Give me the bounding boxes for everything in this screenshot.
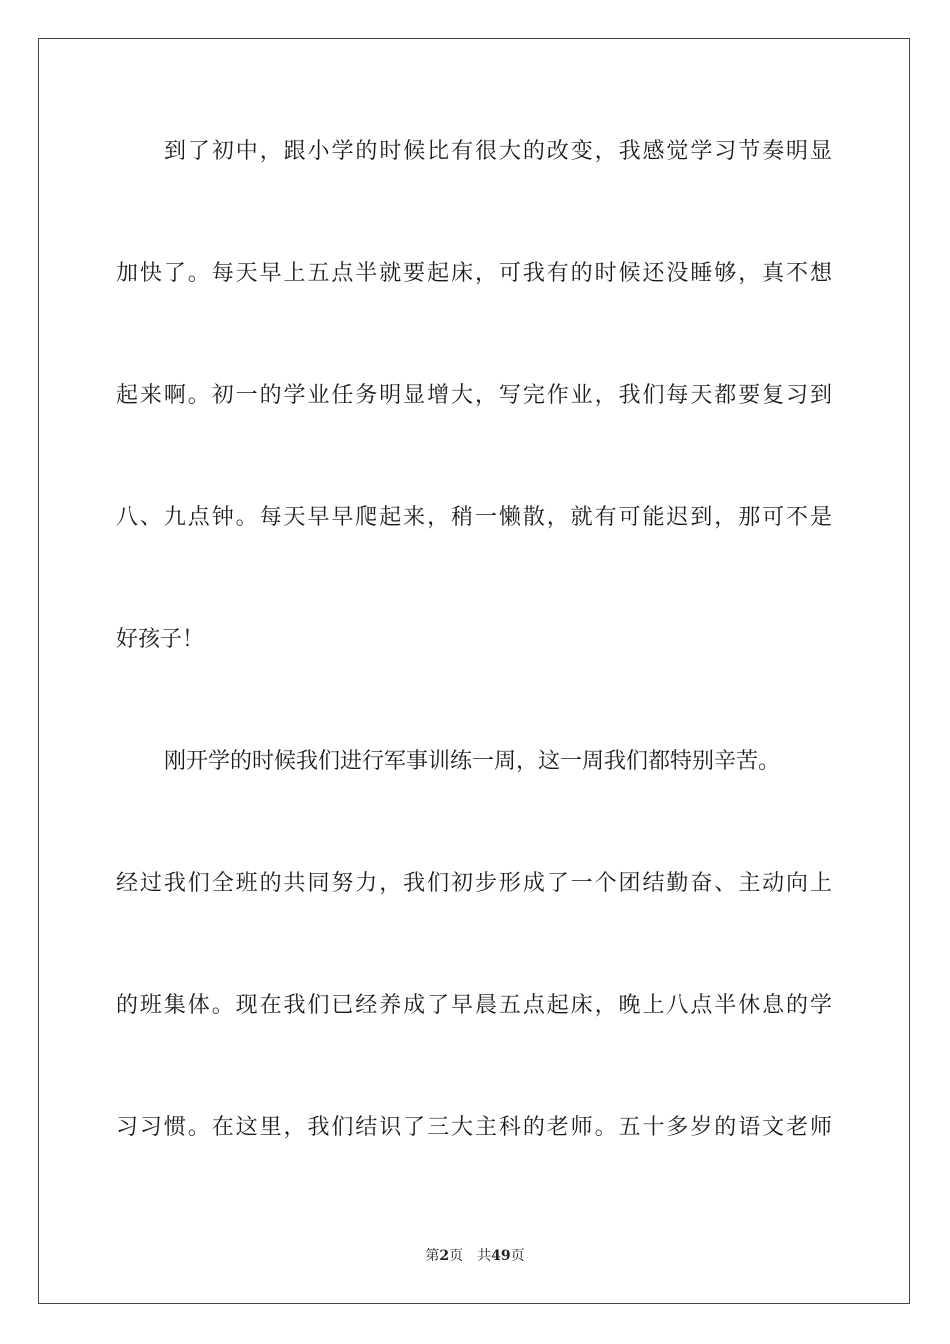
page-footer [0, 1247, 950, 1265]
page-suffix: 页 [449, 1248, 464, 1264]
paragraph-line: 八、九点钟。每天早早爬起来，稍一懒散，就有可能迟到，那可不是 [116, 505, 832, 530]
page-number: 2 [439, 1248, 450, 1264]
paragraph-line: 起来啊。初一的学业任务明显增大，写完作业，我们每天都要复习到 [116, 383, 832, 408]
paragraph-line: 到了初中，跟小学的时候比有很大的改变，我感觉学习节奏明显 [164, 139, 832, 164]
total-pages: 49 [491, 1248, 511, 1264]
paragraph-line: 加快了。每天早上五点半就要起床，可我有的时候还没睡够，真不想 [116, 261, 832, 286]
paragraph-line: 的班集体。现在我们已经养成了早晨五点起床，晚上八点半休息的学 [116, 993, 832, 1018]
paragraph-line: 习习惯。在这里，我们结识了三大主科的老师。五十多岁的语文老师 [116, 1115, 832, 1140]
total-prefix: 共 [477, 1248, 492, 1264]
page-prefix: 第 [425, 1248, 440, 1264]
paragraph-line: 好孩子！ [116, 627, 205, 652]
total-suffix: 页 [510, 1248, 525, 1264]
paragraph-line: 刚开学的时候我们进行军事训练一周，这一周我们都特别辛苦。 [164, 749, 781, 774]
paragraph-line: 经过我们全班的共同努力，我们初步形成了一个团结勤奋、主动向上 [116, 871, 832, 896]
